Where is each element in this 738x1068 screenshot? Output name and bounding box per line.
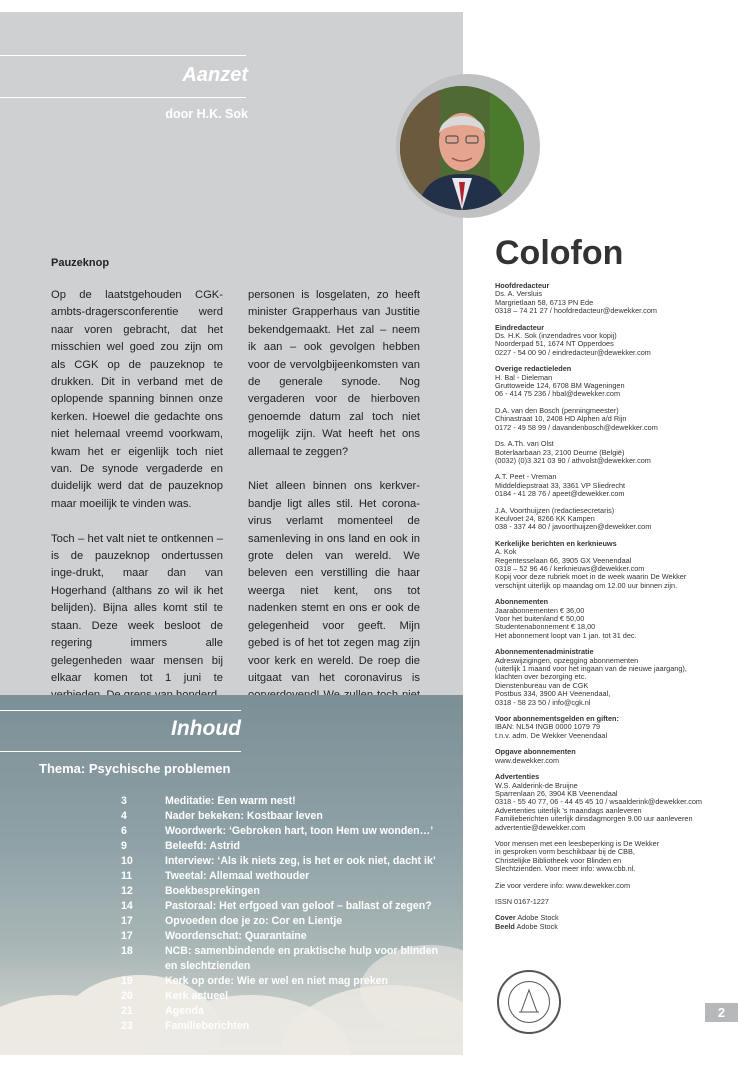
colophon-line: Postbus 334, 3900 AH Veenendaal,: [495, 689, 611, 699]
header-rule-bottom: [0, 97, 246, 98]
colophon-line: Familieberichten uiterlijk dinsdagmorgen 9.00 uur aanleveren: [495, 814, 693, 824]
toc-title: Woordenschat: Quarantaine: [165, 930, 307, 942]
colophon-line: Regentesselaan 66, 3905 GX Veenendaal: [495, 555, 632, 565]
colophon-line: Middeldiepstraat 33, 3361 VP Sliedrecht: [495, 480, 626, 490]
toc-title: Opvoeden doe je zo: Cor en Lientje: [165, 915, 343, 927]
colophon-line: 0184 - 41 28 76 / apeet@dewekker.com: [495, 489, 625, 499]
credit-value: Adobe Stock: [516, 921, 558, 931]
colophon-line: Christelijke Bibliotheek voor Blinden en: [495, 855, 622, 865]
colophon-line: 0227 - 54 00 90 / eindredacteur@dewekker.com: [495, 347, 651, 357]
toc-title: Beleefd: Astrid: [165, 840, 240, 852]
colophon-block: [495, 773, 725, 832]
colophon-line: 038 - 337 44 80 / javoorthuijzen@dewekker.com: [495, 522, 652, 532]
toc-page-number: 3: [121, 795, 127, 807]
toc-title: Woordwerk: ‘Gebroken hart, toon Hem uw wonden…’: [165, 825, 434, 837]
colophon-block-heading: Advertenties: [495, 772, 540, 782]
toc-page-number: 23: [121, 1020, 133, 1032]
theme-heading: Thema: Psychische problemen: [39, 761, 231, 776]
toc-title: Meditatie: Een warm nest!: [165, 795, 296, 807]
toc-title: Boekbesprekingen: [165, 885, 260, 897]
toc-item[interactable]: [121, 900, 461, 915]
toc-title: Agenda: [165, 1005, 204, 1017]
toc-page-number: 14: [121, 900, 133, 912]
colophon-line: www.dewekker.com: [495, 755, 560, 765]
colophon-line: Jaarabonnementen € 36,00: [495, 605, 585, 615]
colophon-line: Kopij voor deze rubriek moet in de week waarin De Wekker: [495, 572, 687, 582]
toc-item[interactable]: [121, 1020, 461, 1035]
article-paragraph: personen is losgelaten, zo heeft minister Grapperhaus van Justitie bekendgemaakt. Het zal – neem ik aan – ook gevolgen hebben voor de vervolgbijeenkomsten van de generale synode. Nog vergaderen voor de hierboven genoemde datum zal toch niet mogelijk zijn. Wat heeft het ons allemaal te zeggen?: [248, 289, 420, 458]
colophon-line: A. Kok: [495, 547, 517, 557]
toc-title: Familieberichten: [165, 1020, 250, 1032]
toc-item[interactable]: [121, 885, 461, 900]
toc-page-number: 9: [121, 840, 127, 852]
credit-value: Adobe Stock: [517, 913, 559, 923]
colophon-line: t.n.v. adm. De Wekker Veenendaal: [495, 730, 608, 740]
colophon: [495, 282, 725, 939]
toc-item[interactable]: [121, 930, 461, 945]
colophon-line: 0318 - 55 40 77, 06 - 44 45 45 10 / wsaalderink@dewekker.com: [495, 797, 702, 807]
colophon-line: verschijnt uiterlijk op maandag om 12.00 uur binnen zijn.: [495, 580, 678, 590]
toc-title: en slechtzienden: [165, 960, 251, 972]
colophon-line: Ds. A.Th. van Olst: [495, 439, 554, 449]
colophon-block-heading: Kerkelijke berichten en kerknieuws: [495, 538, 617, 548]
colophon-block: [495, 365, 725, 399]
colophon-line: Sparrenlaan 26, 3904 KB Veenendaal: [495, 788, 618, 798]
colophon-title: Colofon: [495, 234, 624, 272]
colophon-line: Noorderpad 51, 1674 NT Opperdoes: [495, 339, 614, 349]
toc-page-number: 21: [121, 1005, 133, 1017]
toc-title: NCB: samenbindende en praktische hulp voor blinden: [165, 945, 439, 957]
colophon-block-heading: Eindredacteur: [495, 322, 545, 332]
toc-title: Nader bekeken: Kostbaar leven: [165, 810, 323, 822]
colophon-line: Keulvoet 24, 8266 KK Kampen: [495, 513, 595, 523]
colophon-block: [495, 840, 725, 874]
contents-title: Inhoud: [171, 717, 241, 740]
colophon-line: Advertenties uiterlijk 's maandags aanleveren: [495, 805, 642, 815]
toc-item[interactable]: [121, 915, 461, 930]
colophon-line: H. Bal - Dieleman: [495, 372, 553, 382]
colophon-block: [495, 282, 725, 316]
article-column-1: [51, 287, 223, 722]
toc-page-number: 6: [121, 825, 127, 837]
colophon-block: [495, 473, 725, 498]
colophon-block: [495, 407, 725, 432]
article-column-2: [248, 287, 420, 740]
toc-page-number: 19: [121, 975, 133, 987]
colophon-block: [495, 715, 725, 740]
colophon-line: Ds. A. Versluis: [495, 289, 543, 299]
credit-label: Cover: [495, 913, 516, 923]
colophon-block: [495, 540, 725, 590]
colophon-line: Gruttoweide 124, 6708 BM Wageningen: [495, 381, 625, 391]
colophon-line: 0318 – 52 96 46 / kerknieuws@dewekker.com: [495, 563, 645, 573]
author-portrait: [400, 86, 524, 210]
colophon-line: IBAN: NL54 INGB 0000 1079 79: [495, 722, 601, 732]
contents-rule-top: [0, 710, 241, 711]
colophon-line: D.A. van den Bosch (penningmeester): [495, 405, 619, 415]
toc-item[interactable]: [121, 1005, 461, 1020]
article-paragraph: Op de laatstgehouden CGK-ambts-dragersconferentie werd naar voren gebracht, dat het misschien wel goed zou zijn om als CGK op de pauzeknop te drukken. Dit in verband met de oplopende spanning binnen onze kerken. Hoewel die gedachte ons niet helemaal vreemd voorkwam, kwam het er eigenlijk toch niet van. De synode vergaderde en duidelijk werd dat de pauzeknop maar moeilijk te vinden was.: [51, 289, 223, 510]
table-of-contents: [121, 795, 461, 1035]
colophon-line: Voor mensen met een leesbeperking is De Wekker: [495, 838, 660, 848]
colophon-line: Studentenabonnement € 18,00: [495, 622, 596, 632]
colophon-line: in gesproken vorm beschikbaar bij de CBB,: [495, 847, 635, 857]
colophon-block: [495, 324, 725, 358]
colophon-block-heading: Voor abonnementsgelden en giften:: [495, 714, 619, 724]
colophon-line: W.S. Aalderink-de Bruijne: [495, 780, 578, 790]
header-rule-top: [0, 55, 246, 56]
page-title: Aanzet: [182, 64, 248, 86]
colophon-block: [495, 648, 725, 707]
toc-page-number: 11: [121, 870, 133, 882]
colophon-block: [495, 748, 725, 765]
article-paragraph: Toch – het valt niet te ontkennen – is de pauzeknop ondertussen inge-drukt, maar dan van Hogerhand (althans zo wil ik het belijden). Bijna alles komt stil te staan. Deze week besloot de regering immers alle gelegenheden waar mensen bij elkaar komen tot 1 juni te: [51, 532, 223, 684]
colophon-line: 0172 - 49 58 99 / davandenbosch@dewekker.com: [495, 422, 658, 432]
image-credits: [495, 914, 725, 931]
colophon-block-heading: Abonnementenadministratie: [495, 647, 594, 657]
toc-item[interactable]: [121, 810, 461, 825]
colophon-block: [495, 882, 725, 890]
toc-page-number: 10: [121, 855, 133, 867]
colophon-line: (uiterlijk 1 maand voor het ingaan van de nieuwe jaargang),: [495, 664, 687, 674]
colophon-line: Ds. H.K. Sok (inzendadres voor kopij): [495, 331, 617, 341]
article-paragraph: Niet alleen binnen ons kerkver-bandje ligt alles stil. Het corona-virus verlamt momenteel de samenleving in ons land en ook in grote delen van wereld. We beleven een verstilling die haar weerga niet kent, ons tot nadenken stemt en ons er ook de gelegenheid voor geeft. Mijn gebed is of het tot zegen mag zijn voor kerk en wereld. De roep die uitgaat van het coronavirus is: [248, 480, 420, 684]
colophon-line: A.T. Peet - Vreman: [495, 472, 557, 482]
colophon-block-heading: Overige redactieleden: [495, 364, 572, 374]
article-heading: Pauzeknop: [51, 257, 110, 269]
colophon-line: Boterlaarbaan 23, 2100 Deurne (België): [495, 447, 625, 457]
colophon-line: Chinastraat 10, 2408 HD Alphen a/d Rijn: [495, 414, 627, 424]
page-number: 2: [705, 1003, 738, 1022]
toc-page-number: 4: [121, 810, 127, 822]
toc-title: Pastoraal: Het erfgoed van geloof – ballast of zegen?: [165, 900, 432, 912]
toc-item[interactable]: [121, 795, 461, 810]
colophon-block-heading: Opgave abonnementen: [495, 747, 576, 757]
colophon-line: (0032) (0)3 321 03 90 / athvolst@dewekker.com: [495, 455, 651, 465]
colophon-line: ISSN 0167-1227: [495, 896, 549, 906]
colophon-line: 06 - 414 75 236 / hbal@dewekker.com: [495, 389, 621, 399]
colophon-line: Slechtzienden. Voor meer info: www.cbb.nl.: [495, 864, 636, 874]
author-byline: door H.K. Sok: [165, 107, 248, 121]
toc-page-number: 18: [121, 945, 133, 957]
toc-item[interactable]: [121, 855, 461, 870]
colophon-line: advertentie@dewekker.com: [495, 822, 586, 832]
toc-item[interactable]: [121, 975, 461, 990]
toc-item[interactable]: [121, 825, 461, 840]
toc-page-number: 17: [121, 915, 133, 927]
toc-page-number: 12: [121, 885, 133, 897]
colophon-line: Zie voor verdere info: www.dewekker.com: [495, 880, 631, 890]
colophon-line: Margrietlaan 58, 6713 PN Ede: [495, 297, 594, 307]
credit-label: Beeld: [495, 921, 515, 931]
toc-title: Kerk op orde: Wie er wel en niet mag preken: [165, 975, 389, 987]
colophon-block: [495, 898, 725, 906]
colophon-line: Het abonnement loopt van 1 jan. tot 31 dec.: [495, 630, 637, 640]
toc-item[interactable]: [121, 840, 461, 855]
colophon-block: [495, 440, 725, 465]
credit-line: [495, 923, 725, 931]
colophon-line: klachten over bezorging etc.: [495, 672, 587, 682]
colophon-line: Adreswijzigingen, opzegging abonnementen: [495, 655, 639, 665]
toc-page-number: 20: [121, 990, 133, 1002]
colophon-block-heading: Hoofdredacteur: [495, 281, 550, 290]
colophon-line: 0318 – 74 21 27 / hoofdredacteur@dewekker.com: [495, 306, 657, 316]
toc-item[interactable]: [121, 870, 461, 885]
colophon-block: [495, 598, 725, 640]
toc-page-number: 17: [121, 930, 133, 942]
colophon-block-heading: Abonnementen: [495, 597, 549, 607]
contents-rule-bottom: [0, 751, 241, 752]
colophon-line: Voor het buitenland € 50,00: [495, 614, 585, 623]
toc-title: Tweetal: Allemaal wethouder: [165, 870, 310, 882]
colophon-line: Dienstenbureau van de CGK: [495, 680, 589, 690]
colophon-block: [495, 507, 725, 532]
toc-item-continuation: [121, 960, 461, 975]
toc-title: Interview: ‘Als ik niets zeg, is het er ook niet, dacht ik’: [165, 855, 436, 867]
toc-title: Kerk actueel: [165, 990, 229, 1002]
toc-item[interactable]: [121, 990, 461, 1005]
colophon-line: 0318 - 58 23 50 / info@cgk.nl: [495, 697, 591, 707]
toc-item[interactable]: [121, 945, 461, 960]
colophon-line: J.A. Voorthuijzen (redactiesecretaris): [495, 505, 615, 515]
organization-seal-logo: [497, 970, 561, 1034]
